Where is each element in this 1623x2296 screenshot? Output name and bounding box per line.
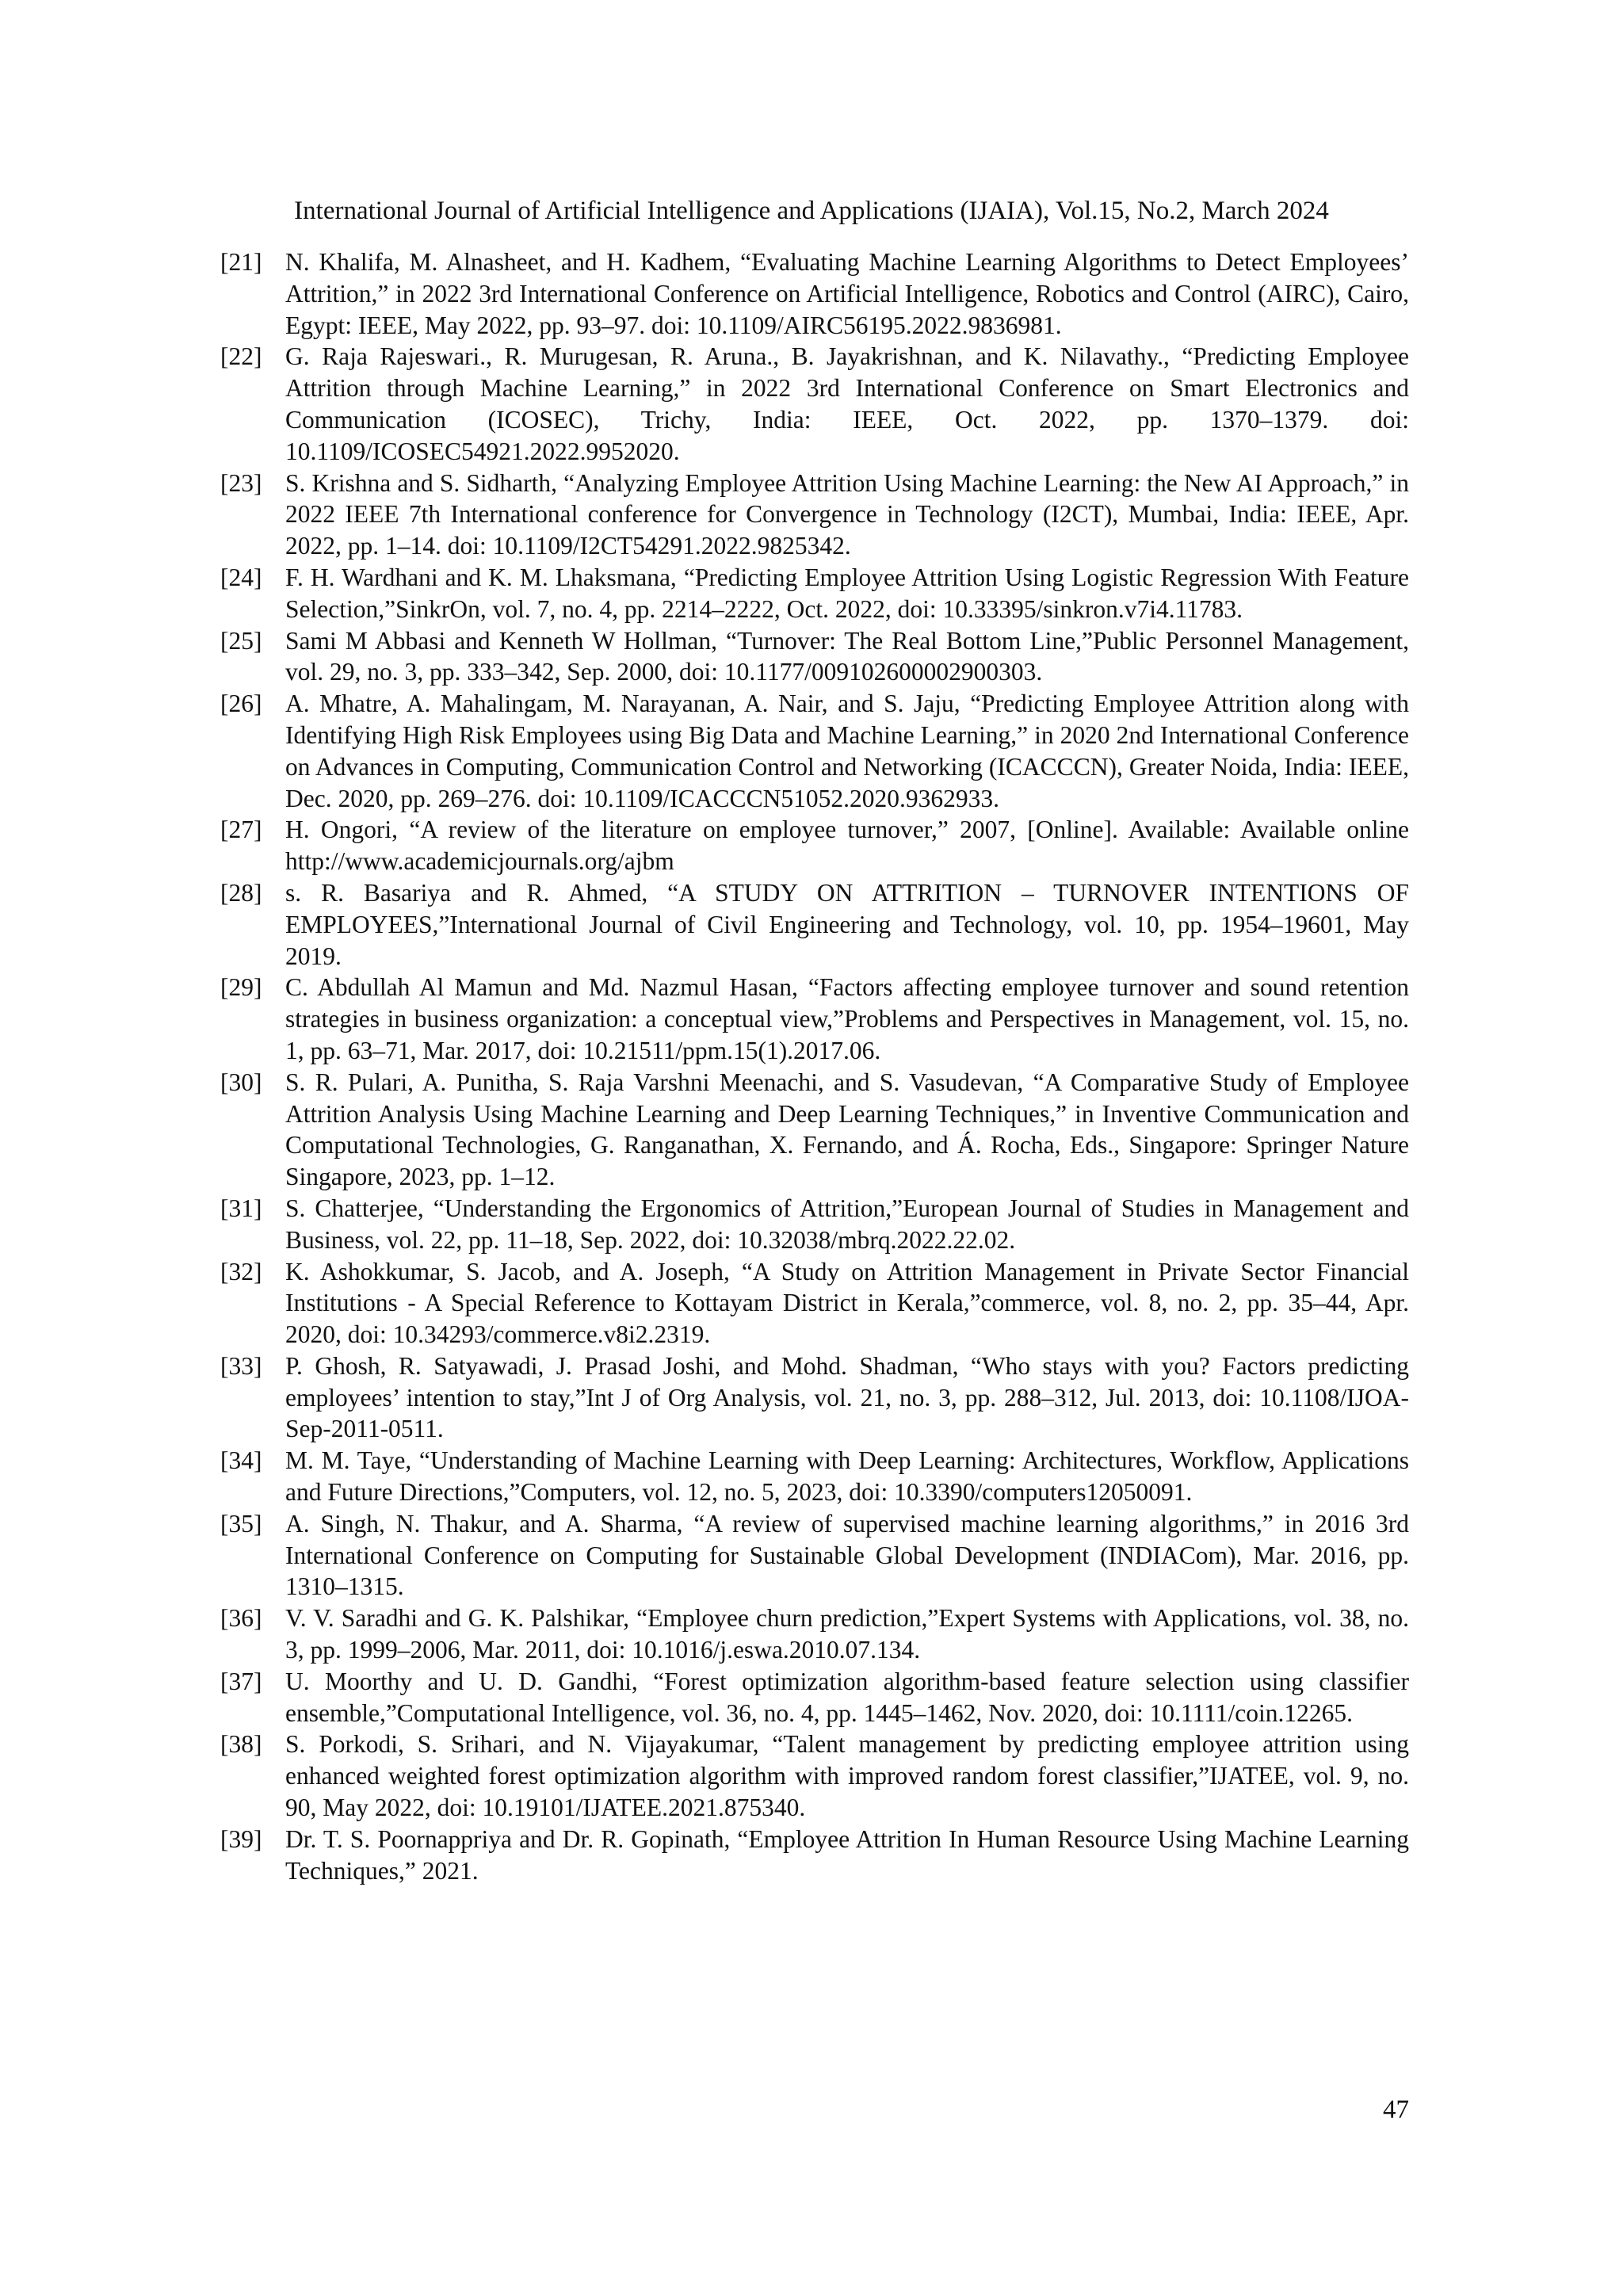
reference-text: F. H. Wardhani and K. M. Lhaksmana, “Predicting Employee Attrition Using Logistic Regression With Feature Selection,”SinkrOn, vol. 7, no. 4, pp. 2214–2222, Oct. 2022, doi: 10.33395/sinkron.v7i4.11783. bbox=[285, 563, 1409, 623]
reference-item bbox=[220, 562, 1409, 625]
reference-number: [24] bbox=[220, 563, 262, 591]
page-number: 47 bbox=[1383, 2095, 1409, 2124]
reference-item bbox=[220, 1824, 1409, 1887]
reference-item bbox=[220, 625, 1409, 689]
reference-number: [31] bbox=[220, 1194, 262, 1222]
reference-item bbox=[220, 877, 1409, 972]
reference-text: K. Ashokkumar, S. Jacob, and A. Joseph, “A Study on Attrition Management in Private Sector Financial Institutions - A Special Reference to Kottayam District in Kerala,”commerce, vol. 8, no. 2, pp. 35–44, Apr. 2020, doi: 10.34293/commerce.v8i2.2319. bbox=[285, 1257, 1409, 1349]
reference-text: S. R. Pulari, A. Punitha, S. Raja Varshni Meenachi, and S. Vasudevan, “A Comparative Study of Employee Attrition Analysis Using Machine Learning and Deep Learning Techniques,” in Inventive Communication and Computational Technologies, G. Ranganathan, X. Fernando, and Á. Rocha, Eds., Singapore: Springer Nature Singapore, 2023, pp. 1–12. bbox=[285, 1068, 1409, 1191]
reference-number: [33] bbox=[220, 1351, 262, 1380]
reference-number: [38] bbox=[220, 1730, 262, 1759]
reference-item bbox=[220, 468, 1409, 562]
reference-number: [30] bbox=[220, 1068, 262, 1096]
reference-text: A. Singh, N. Thakur, and A. Sharma, “A review of supervised machine learning algorithms,” in 2016 3rd International Conference on Computing for Sustainable Global Development (INDIACom), Mar. 2016, pp. 1310–1315. bbox=[285, 1509, 1409, 1601]
reference-text: S. Krishna and S. Sidharth, “Analyzing Employee Attrition Using Machine Learning: the New AI Approach,” in 2022 IEEE 7th International conference for Convergence in Technology (I2CT), Mumbai, India: IEEE, Apr. 2022, pp. 1–14. doi: 10.1109/I2CT54291.2022.9825342. bbox=[285, 468, 1409, 560]
reference-item bbox=[220, 246, 1409, 341]
reference-text: s. R. Basariya and R. Ahmed, “A STUDY ON ATTRITION – TURNOVER INTENTIONS OF EMPLOYEES,”International Journal of Civil Engineering and Technology, vol. 10, pp. 1954–19601, May 2019. bbox=[285, 878, 1409, 970]
reference-item bbox=[220, 1729, 1409, 1823]
reference-text: G. Raja Rajeswari., R. Murugesan, R. Aruna., B. Jayakrishnan, and K. Nilavathy., “Predicting Employee Attrition through Machine Learning,” in 2022 3rd International Conference on Smart Electronics and Communication (ICOSEC), Trichy, India: IEEE, Oct. 2022, pp. 1370–1379. doi: 10.1109/ICOSEC54921.2022.9952020. bbox=[285, 342, 1409, 465]
reference-number: [25] bbox=[220, 626, 262, 655]
running-header: International Journal of Artificial Intelligence and Applications (IJAIA), Vol.15, No.2, March 2024 bbox=[294, 197, 1329, 225]
reference-list bbox=[220, 246, 1409, 1886]
reference-item bbox=[220, 1445, 1409, 1508]
reference-text: Sami M Abbasi and Kenneth W Hollman, “Turnover: The Real Bottom Line,”Public Personnel Management, vol. 29, no. 3, pp. 333–342, Sep. 2000, doi: 10.1177/009102600002900303. bbox=[285, 626, 1409, 686]
reference-text: A. Mhatre, A. Mahalingam, M. Narayanan, A. Nair, and S. Jaju, “Predicting Employee Attrition along with Identifying High Risk Employees using Big Data and Machine Learning,” in 2020 2nd International Conference on Advances in Computing, Communication Control and Networking (ICACCCN), Greater Noida, India: IEEE, Dec. 2020, pp. 269–276. doi: 10.1109/ICACCCN51052.2020.9362933. bbox=[285, 690, 1409, 812]
reference-text: H. Ongori, “A review of the literature on employee turnover,” 2007, [Online]. Available: Available online http://www.academicjournals.org/ajbm bbox=[285, 816, 1409, 876]
reference-item bbox=[220, 972, 1409, 1066]
reference-number: [37] bbox=[220, 1667, 262, 1695]
reference-item bbox=[220, 1256, 1409, 1350]
reference-text: N. Khalifa, M. Alnasheet, and H. Kadhem, “Evaluating Machine Learning Algorithms to Detect Employees’ Attrition,” in 2022 3rd International Conference on Artificial Intelligence, Robotics and Control (AIRC), Cairo, Egypt: IEEE, May 2022, pp. 93–97. doi: 10.1109/AIRC56195.2022.9836981. bbox=[285, 248, 1409, 339]
reference-text: U. Moorthy and U. D. Gandhi, “Forest optimization algorithm-based feature selection using classifier ensemble,”Computational Intelligence, vol. 36, no. 4, pp. 1445–1462, Nov. 2020, doi: 10.1111/coin.12265. bbox=[285, 1667, 1409, 1727]
reference-number: [26] bbox=[220, 690, 262, 718]
reference-item bbox=[220, 1603, 1409, 1666]
reference-number: [29] bbox=[220, 973, 262, 1002]
reference-number: [22] bbox=[220, 342, 262, 371]
reference-item bbox=[220, 341, 1409, 467]
reference-number: [35] bbox=[220, 1509, 262, 1538]
reference-item bbox=[220, 1508, 1409, 1603]
reference-item bbox=[220, 1067, 1409, 1193]
reference-number: [34] bbox=[220, 1446, 262, 1475]
reference-text: S. Porkodi, S. Srihari, and N. Vijayakumar, “Talent management by predicting employee attrition using enhanced weighted forest optimization algorithm with improved random forest classifier,”IJATEE, vol. 9, no. 90, May 2022, doi: 10.19101/IJATEE.2021.875340. bbox=[285, 1730, 1409, 1822]
reference-number: [39] bbox=[220, 1824, 262, 1853]
reference-text: S. Chatterjee, “Understanding the Ergonomics of Attrition,”European Journal of Studies in Management and Business, vol. 22, pp. 11–18, Sep. 2022, doi: 10.32038/mbrq.2022.22.02. bbox=[285, 1194, 1409, 1254]
reference-text: P. Ghosh, R. Satyawadi, J. Prasad Joshi, and Mohd. Shadman, “Who stays with you? Factors predicting employees’ intention to stay,”Int J of Org Analysis, vol. 21, no. 3, pp. 288–312, Jul. 2013, doi: 10.1108/IJOA-Sep-2011-0511. bbox=[285, 1351, 1409, 1443]
reference-number: [23] bbox=[220, 468, 262, 497]
reference-number: [27] bbox=[220, 816, 262, 844]
reference-number: [21] bbox=[220, 248, 262, 276]
reference-number: [28] bbox=[220, 878, 262, 907]
reference-text: C. Abdullah Al Mamun and Md. Nazmul Hasan, “Factors affecting employee turnover and sound retention strategies in business organization: a conceptual view,”Problems and Perspectives in Management, vol. 15, no. 1, pp. 63–71, Mar. 2017, doi: 10.21511/ppm.15(1).2017.06. bbox=[285, 973, 1409, 1064]
reference-item bbox=[220, 1666, 1409, 1729]
reference-text: V. V. Saradhi and G. K. Palshikar, “Employee churn prediction,”Expert Systems with Applications, vol. 38, no. 3, pp. 1999–2006, Mar. 2011, doi: 10.1016/j.eswa.2010.07.134. bbox=[285, 1604, 1409, 1664]
reference-text: Dr. T. S. Poornappriya and Dr. R. Gopinath, “Employee Attrition In Human Resource Using Machine Learning Techniques,” 2021. bbox=[285, 1824, 1409, 1885]
reference-item bbox=[220, 814, 1409, 877]
reference-item bbox=[220, 1350, 1409, 1445]
reference-item bbox=[220, 1193, 1409, 1256]
reference-number: [32] bbox=[220, 1257, 262, 1286]
reference-text: M. M. Taye, “Understanding of Machine Learning with Deep Learning: Architectures, Workflow, Applications and Future Directions,”Computers, vol. 12, no. 5, 2023, doi: 10.3390/computers12050091. bbox=[285, 1446, 1409, 1507]
reference-item bbox=[220, 688, 1409, 814]
reference-number: [36] bbox=[220, 1604, 262, 1633]
